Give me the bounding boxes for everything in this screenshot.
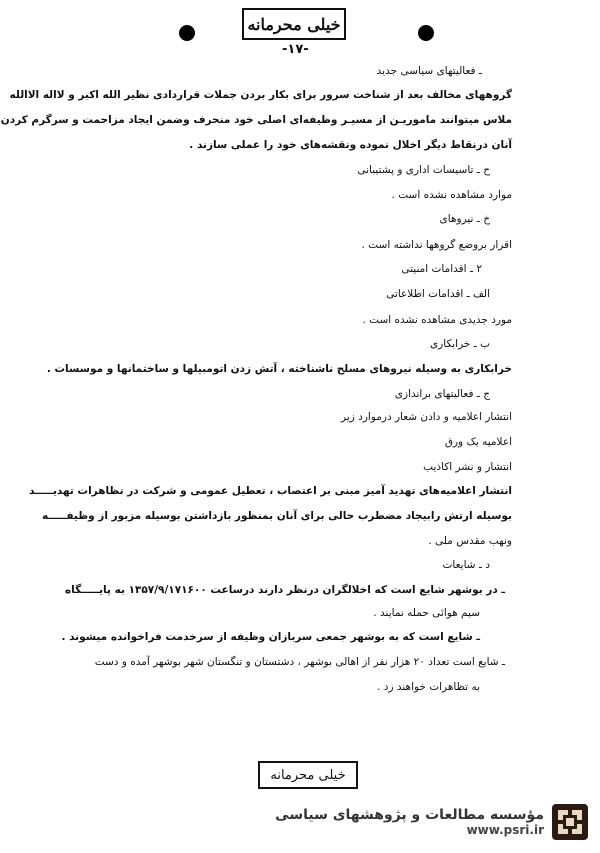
section-heading-forces: خ ـ نیروهای	[439, 213, 490, 225]
classification-stamp-top: خیلی محرمانه	[242, 8, 346, 40]
classification-stamp-bottom: خیلی محرمانه	[258, 761, 358, 789]
body-line: انتشار اعلامیه و دادن شعار درموارد زیر	[341, 411, 512, 423]
body-line: گروههای مخالف بعد از شناخت سرور برای بکار بردن جملات قراردادی نظیر الله اکبر و لااله الاالله	[9, 89, 512, 101]
body-line: ـ در بوشهر شایع است که اخلالگران درنظر دارند درساعت ۱۳۵۷/۹/۱۷۱۶۰۰ به پایـــــگاه	[64, 584, 505, 596]
body-line: ملاس میتوانند ماموریـن از مسیـر وظیفه‌ای اصلی خود منحرف وضمن ایجاد مزاحمت و سرگرم کردن	[0, 114, 512, 126]
watermark	[262, 790, 600, 853]
body-line: اقرار بروضع گروهها نداشته است .	[361, 239, 512, 251]
body-line: آنان درنقاط دیگر اخلال نموده ونقشه‌های خود را عملی سازند .	[189, 139, 512, 151]
body-line: ونهب مقدس ملی .	[428, 535, 512, 547]
body-line: اعلامیه یک ورق	[444, 436, 512, 448]
body-line: خرابکاری به وسیله نیروهای مسلح ناشناخته ، آتش زدن اتومبیلها و ساختمانها و موسسات .	[46, 363, 512, 375]
body-line: انتشار و نشر اکاذیب	[423, 461, 512, 473]
body-line: ـ شایع است که به بوشهر جمعی سربازان وظیفه از سرخدمت فراخوانده میشوند .	[61, 631, 480, 643]
section-heading-rumors: د ـ شایعات	[442, 559, 490, 571]
watermark-url: www.psri.ir	[466, 822, 544, 837]
body-line: مورد جدیدی مشاهده نشده است .	[362, 314, 512, 326]
section-heading-subversion: ج ـ فعالیتهای براندازی	[394, 388, 490, 400]
page-number: -۱۷-	[282, 42, 309, 57]
section-heading-security-measures: ۲ ـ اقدامات امنیتی	[401, 263, 482, 275]
body-line: بوسیله ارتش رابیجاد مضطرب حالی برای آنان بمنظور بازداشتن بوسیله مزبور از وظیفـــــه	[42, 510, 512, 522]
punch-hole-right-icon	[418, 25, 434, 41]
body-line: موارد مشاهده نشده است .	[391, 189, 512, 201]
body-line: ـ شایع است تعداد ۲۰ هزار نفر از اهالی بوشهر ، دشتستان و تنگستان شهر بوشهر آمده و دست	[94, 656, 505, 668]
body-line: انتشار اعلامیه‌های تهدید آمیز مبنی بر اعتصاب ، تعطیل عمومی و شرکت در تظاهرات تهدیـــــد	[28, 485, 512, 497]
section-heading-intelligence-measures: الف ـ اقدامات اطلاعاتی	[386, 288, 490, 300]
section-heading-new-political-activities: ـ فعالیتهای سیاسی جدید	[376, 65, 482, 77]
body-line: سیم هوائی حمله نمایند .	[373, 607, 480, 619]
watermark-organization: مؤسسه مطالعات و پژوهشهای سیاسی	[275, 806, 544, 823]
section-heading-admin-support: ح ـ تاسیسات اداری و پشتیبانی	[357, 164, 490, 176]
section-heading-sabotage: ب ـ خرابکاری	[429, 338, 490, 350]
psri-logo-icon	[552, 804, 588, 840]
punch-hole-left-icon	[179, 25, 195, 41]
body-line: به تظاهرات خواهند زد .	[377, 681, 480, 693]
